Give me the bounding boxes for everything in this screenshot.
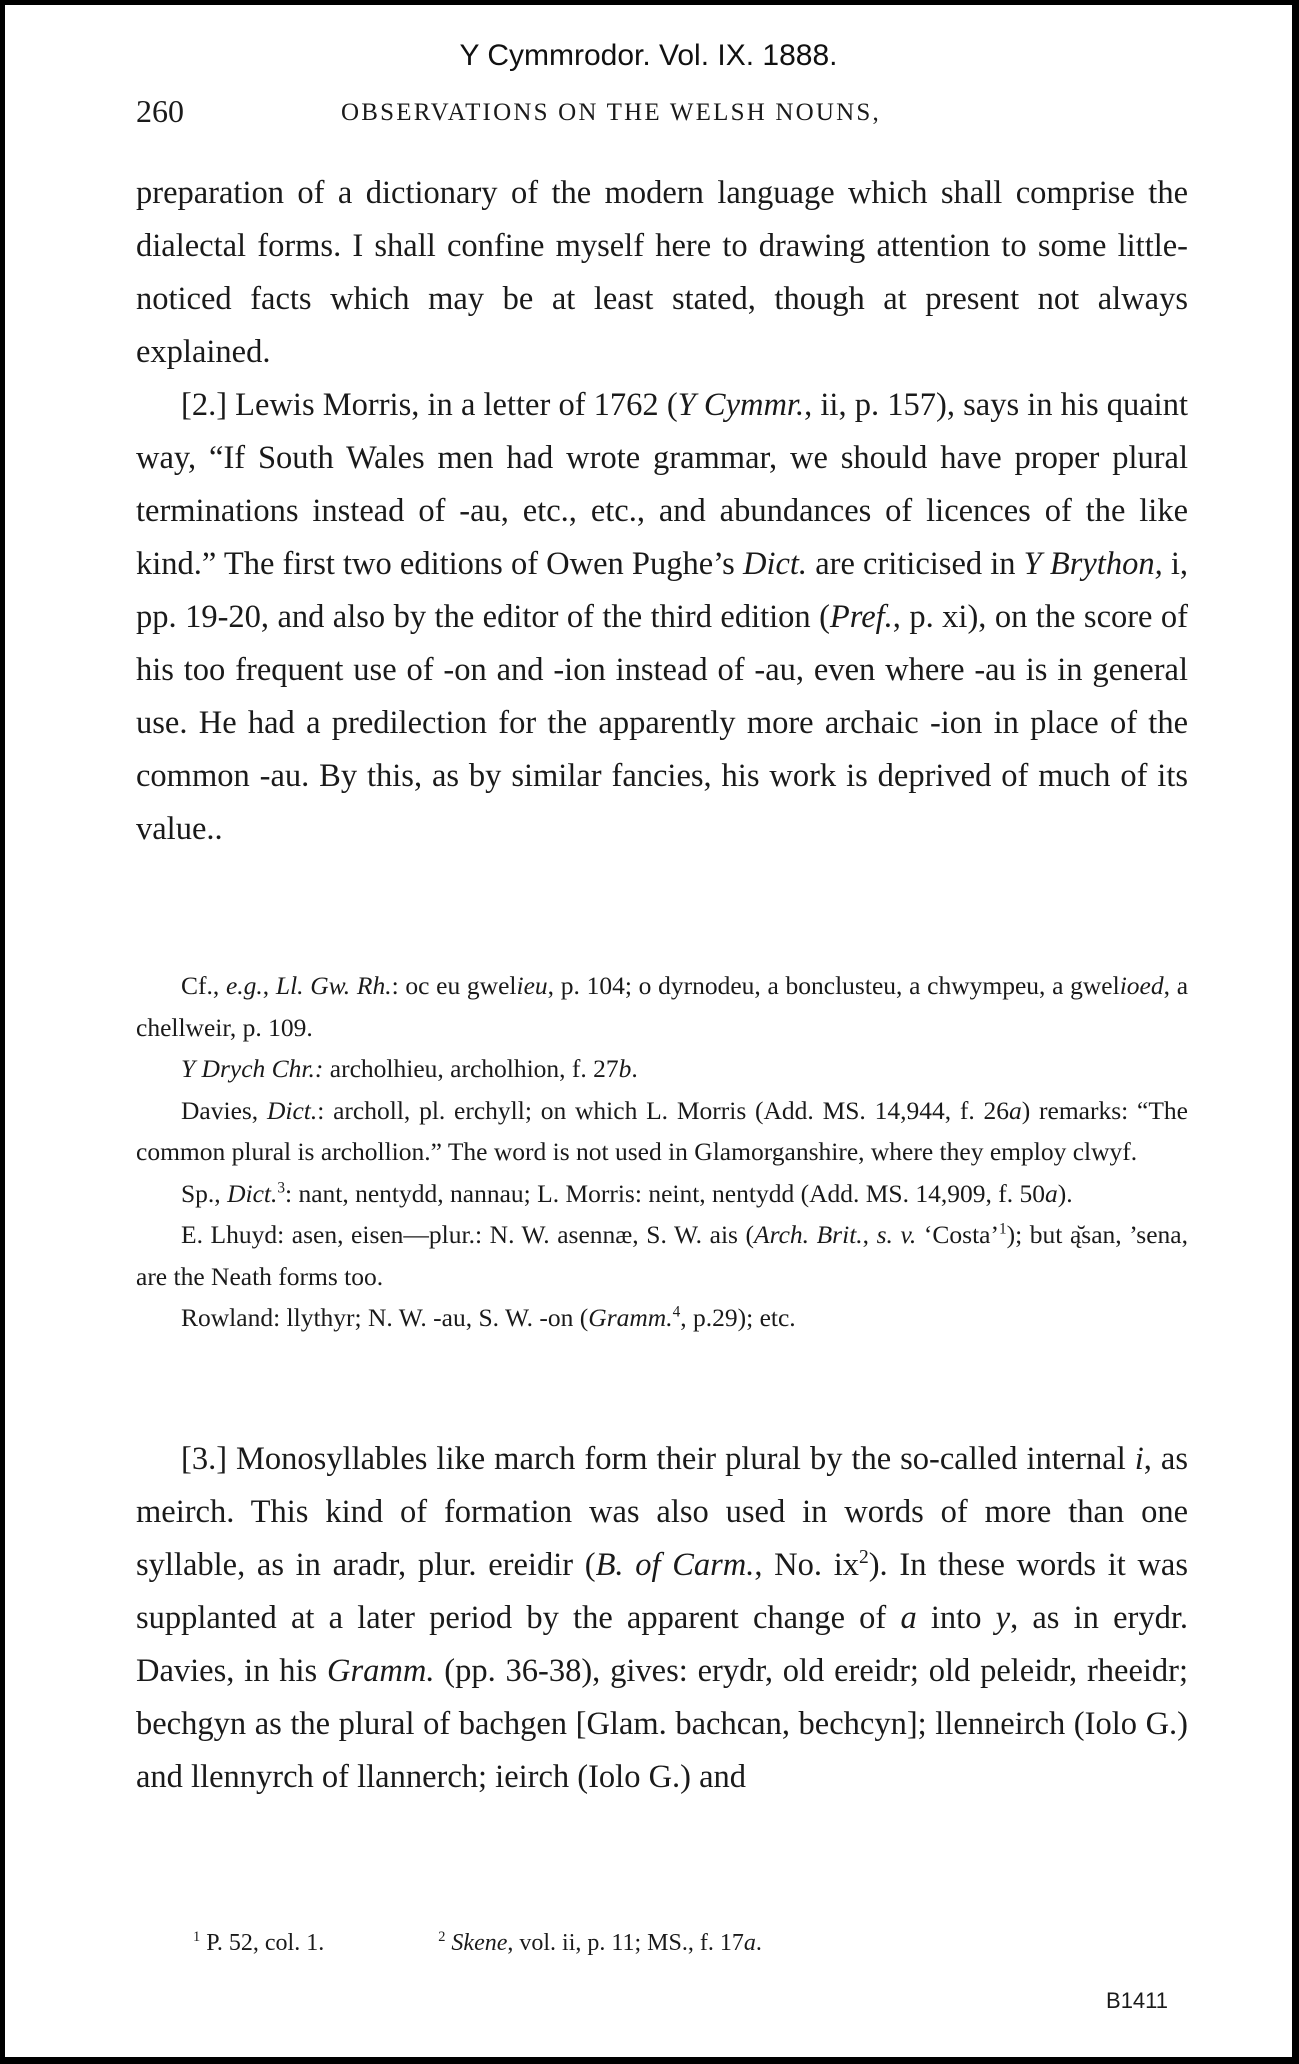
italic-run: a [1044,1178,1058,1208]
paragraph-continuation: preparation of a dictionary of the modern language which shall comprise the dialectal forms. I shall confine myself here to drawing attention to some little-noticed facts which may be at least stated, though at present not always explained. [136,175,1188,370]
footnote-text: Skene, vol. ii, p. 11; MS., f. 17a. [451,1930,762,1956]
italic-run: s. v. [876,1220,917,1249]
paragraph-section-2: [2.] Lewis Morris, in a letter of 1762 (Y Cymmr., ii, p. 157), says in his quaint way, “If South Wales men had wrote grammar, we should have proper plural terminations instead of -au, etc., etc., and abundances of licences of the like kind.” The first two editions of Owen Pughe’s Dict. are criticised in Y Brython, i, pp. 19-20, and also by the editor of the third edition (Pref., p. xi), on the score of his too frequent use of -on and -ion instead of -au, even where -au is in general use. He had a predilection for the apparently more archaic -ion in place of the common -au. By this, as by similar fancies, his work is deprived of much of its value.. [136,387,1189,847]
footnote-ref: 3 [277,1179,285,1196]
note-item: Davies, Dict.: archoll, pl. erchyll; on which L. Morris (Add. MS. 14,944, f. 26a) remarks: “The common plural is archollion.” The word is not used in Glamorganshire, where they employ clwyf. [136,1095,1188,1166]
source-caption: Y Cymmrodor. Vol. IX. 1888. [459,39,838,72]
footnotes [193,1930,762,1957]
italic-run: ioed [1119,971,1164,1000]
italic-run: B. of Carm. [595,1547,755,1583]
footnote-ref: 4 [672,1303,681,1321]
footnote-ref: 2 [858,1547,869,1569]
note-item: Sp., Dict.$^3$: nant, nentydd, nannau; L. Morris: neint, nentydd (Add. MS. 14,909, f. 50a). [181,1178,1073,1208]
catalog-id: B1411 [1106,1988,1168,2013]
italic-run: Y Drych Chr.: [181,1054,324,1083]
italic-run: a [743,1930,756,1956]
italic-run: Dict. [266,1095,318,1125]
footnote-ref: 1 [998,1220,1007,1238]
italic-run: e.g. [225,971,263,1000]
italic-run: b [618,1054,632,1083]
note-item: Cf., e.g., Ll. Gw. Rh.: oc eu gwelieu, p. 104; o dyrnodeu, a bonclusteu, a chwympeu, a gwelioed, a chellweir, p. 109. [136,971,1189,1042]
document-page [5,5,1292,2057]
footnote-text: P. 52, col. 1. [206,1930,325,1956]
italic-run: a [900,1600,917,1636]
page-number: 260 [136,93,184,129]
italic-run: Gramm. [588,1303,673,1332]
footnote-2 [438,1930,762,1957]
italic-run: Arch. Brit. [754,1220,863,1249]
paragraph-section-3: [3.] Monosyllables like march form their plural by the so-called internal i, as meirch. This kind of formation was also used in words of more than one syllable, as in aradr, plur. ereidir (B. of Carm., No. $ix^2$). In these words it was supplanted at a later period by the apparent change of a into y, as in erydr. Davies, in his Gramm. (pp. 36-38), gives: erydr, old ereidr; old peleidr, rheeidr; bechgyn as the plural of bachgen [Glam. bachcan, bechcyn]; llenneirch (Iolo G.) and llennyrch of llannerch; ieirch (Iolo G.) and [136,1441,1188,1795]
italic-run: Ll. Gw. Rh. [275,971,392,1000]
note-item: Y Drych Chr.: archolhieu, archolhion, f. 27b. [181,1054,638,1083]
italic-run: Skene [451,1930,508,1956]
italic-run: Y Brython, [1023,546,1163,582]
citation-notes [136,965,1188,1339]
running-head [136,93,1196,133]
footnote-marker: 1 [193,1929,201,1945]
italic-run: a [1009,1095,1022,1125]
note-item: Rowland: llythyr; N. W. -au, S. W. -on (Gramm.$^4$, p.29); etc. [181,1303,796,1332]
italic-run: Gramm. [327,1653,435,1689]
italic-run: Dict. [227,1178,278,1208]
italic-run: Dict. [742,546,808,582]
italic-run: ieu [516,971,548,1000]
italic-run: y [995,1600,1011,1636]
italic-run: Pref. [829,599,893,635]
note-item: E. Lhuyd: asen, eisen—plur.: N. W. asennæ, S. W. ais (Arch. Brit., s. v. ‘Costa’$^1$); but ą̆san, ’sena, are the Neath forms too. [136,1220,1188,1291]
running-title: OBSERVATIONS ON THE WELSH NOUNS, [341,99,881,126]
footnote-marker: 2 [438,1929,446,1945]
italic-run: Y Cymmr. [677,387,805,423]
italic-run: i [1134,1441,1144,1477]
footnote-1 [193,1930,324,1957]
